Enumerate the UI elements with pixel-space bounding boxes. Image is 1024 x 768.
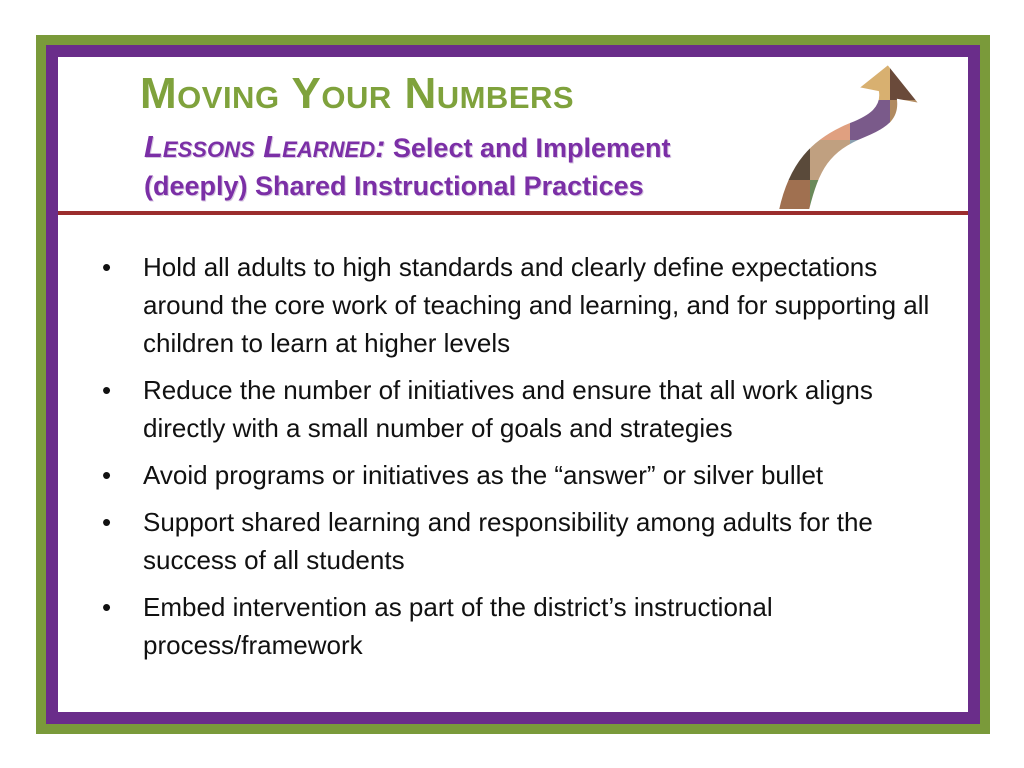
slide-subtitle	[144, 128, 764, 205]
bullet-text: Avoid programs or initiatives as the “answer” or silver bullet	[143, 460, 824, 490]
bullet-icon: •	[102, 592, 112, 622]
list-item	[96, 503, 946, 579]
bullet-list	[96, 248, 946, 673]
list-item	[96, 456, 946, 494]
bullet-icon: •	[102, 252, 112, 282]
subtitle-rest: Select and Implement (deeply) Shared Instructional Practices	[144, 133, 671, 201]
list-item	[96, 371, 946, 447]
bullet-text: Support shared learning and responsibility among adults for the success of all students	[143, 507, 873, 575]
photo-collage-arrow-icon	[770, 60, 966, 214]
bullet-icon: •	[102, 460, 112, 490]
bullet-text: Embed intervention as part of the district’s instructional process/framework	[143, 592, 773, 660]
brand-title: Moving Your Numbers	[140, 69, 575, 118]
list-item	[96, 588, 946, 664]
list-item	[96, 248, 946, 362]
bullet-text: Reduce the number of initiatives and ensure that all work aligns directly with a small number of goals and strategies	[143, 375, 873, 443]
bullet-icon: •	[102, 375, 112, 405]
bullet-text: Hold all adults to high standards and clearly define expectations around the core work of teaching and learning, and for supporting all children to learn at higher levels	[143, 252, 930, 358]
bullet-icon: •	[102, 507, 112, 537]
subtitle-lead: Lessons Learned:	[144, 129, 386, 164]
